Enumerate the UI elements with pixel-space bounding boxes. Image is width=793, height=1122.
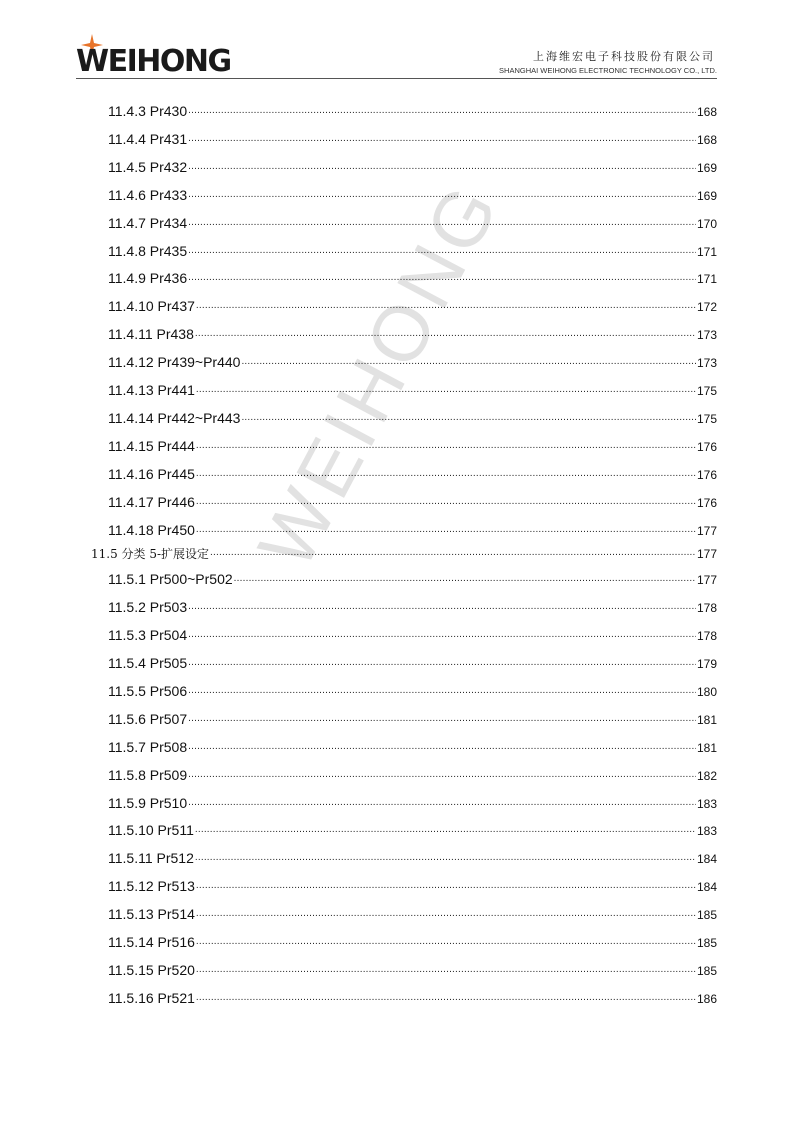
toc-leader-dots xyxy=(188,269,696,283)
toc-entry[interactable] xyxy=(108,710,717,727)
toc-leader-dots xyxy=(196,437,696,451)
toc-entry-page: 168 xyxy=(696,105,717,119)
toc-entry-page: 179 xyxy=(696,657,717,671)
toc-entry[interactable] xyxy=(108,325,717,342)
toc-entry-page: 171 xyxy=(696,272,717,287)
toc-leader-dots xyxy=(196,297,696,311)
toc-entry[interactable] xyxy=(108,794,717,811)
toc-entry[interactable] xyxy=(108,102,717,119)
toc-entry-page: 182 xyxy=(696,768,717,783)
toc-entry-label: 11.5 分类 5-扩展设定 xyxy=(91,547,210,562)
toc-entry-label: 11.4.18 Pr450 xyxy=(108,521,195,538)
toc-entry-page: 184 xyxy=(696,880,717,895)
toc-leader-dots xyxy=(241,353,696,367)
toc-leader-dots xyxy=(188,626,696,640)
toc-entry[interactable] xyxy=(108,158,717,175)
toc-leader-dots xyxy=(196,933,696,947)
toc-entry-label: 11.5.14 Pr516 xyxy=(108,934,195,950)
toc-entry-page: 176 xyxy=(696,439,717,454)
toc-entry-page: 171 xyxy=(696,244,717,259)
toc-leader-dots xyxy=(195,325,696,339)
toc-entry-page: 177 xyxy=(696,573,717,588)
toc-entry-page: 169 xyxy=(696,160,717,175)
toc-leader-dots xyxy=(234,570,696,584)
toc-entry-label: 11.4.15 Pr444 xyxy=(108,437,195,454)
toc-entry[interactable] xyxy=(108,682,717,699)
company-name-cn: 上海维宏电子科技股份有限公司 xyxy=(533,50,715,63)
watermark: WEIHONG xyxy=(240,166,518,582)
toc-entry-page: 176 xyxy=(696,467,717,482)
toc-leader-dots xyxy=(188,102,696,116)
toc-entry[interactable] xyxy=(108,905,717,922)
toc-entry-page: 181 xyxy=(696,712,717,727)
toc-entry-label: 11.5.7 Pr508 xyxy=(108,738,188,755)
toc-leader-dots xyxy=(196,905,696,919)
toc-entry-label: 11.5.10 Pr511 xyxy=(108,822,194,839)
toc-entry-label: 11.4.14 Pr442~Pr443 xyxy=(108,409,241,426)
toc-entry[interactable] xyxy=(108,465,717,482)
toc-entry-label: 11.5.5 Pr506 xyxy=(108,682,188,699)
toc-entry-label: 11.5.9 Pr510 xyxy=(108,794,188,811)
toc-leader-dots xyxy=(188,186,696,200)
toc-entry-label: 11.4.7 Pr434 xyxy=(108,214,188,231)
toc-entry-label: 11.5.4 Pr505 xyxy=(108,655,188,671)
toc-entry-page: 184 xyxy=(696,852,717,867)
toc-entry[interactable] xyxy=(108,654,717,671)
toc-entry-label: 11.5.11 Pr512 xyxy=(108,850,194,867)
toc-entry-label: 11.5.6 Pr507 xyxy=(108,710,188,727)
toc-leader-dots xyxy=(188,242,696,256)
toc-entry-page: 173 xyxy=(696,356,717,371)
toc-entry-page: 178 xyxy=(696,629,717,644)
toc-leader-dots xyxy=(195,849,696,863)
toc-leader-dots xyxy=(188,794,696,808)
toc-entry[interactable] xyxy=(108,130,717,147)
toc-entry-page: 180 xyxy=(696,684,717,699)
toc-entry-label: 11.4.8 Pr435 xyxy=(108,242,188,259)
toc-entry-label: 11.4.13 Pr441 xyxy=(108,382,195,398)
toc-leader-dots xyxy=(195,821,696,835)
toc-entry[interactable] xyxy=(108,353,717,370)
toc-leader-dots xyxy=(188,598,696,612)
company-name-en: SHANGHAI WEIHONG ELECTRONIC TECHNOLOGY CO., LTD. xyxy=(499,66,717,75)
toc-entry[interactable] xyxy=(108,297,717,314)
toc-entry[interactable] xyxy=(108,493,717,510)
toc-entry-page: 183 xyxy=(696,796,717,811)
toc-entry-label: 11.4.4 Pr431 xyxy=(108,130,188,147)
toc-leader-dots xyxy=(188,214,696,228)
toc-entry-label: 11.5.15 Pr520 xyxy=(108,961,195,978)
toc-entry-page: 185 xyxy=(696,908,717,923)
toc-entry[interactable] xyxy=(108,821,717,838)
page-header xyxy=(0,0,793,80)
toc-leader-dots xyxy=(188,738,696,752)
toc-entry-label: 11.4.17 Pr446 xyxy=(108,493,195,510)
toc-entry-label: 11.5.12 Pr513 xyxy=(108,878,195,895)
toc-entry[interactable] xyxy=(108,409,717,426)
toc-leader-dots xyxy=(241,409,696,423)
toc-leader-dots xyxy=(188,710,696,724)
toc-entry-label: 11.4.12 Pr439~Pr440 xyxy=(108,354,241,371)
toc-entry-label: 11.4.11 Pr438 xyxy=(108,326,194,343)
toc-leader-dots xyxy=(188,158,696,172)
toc-entry-label: 11.5.3 Pr504 xyxy=(108,627,188,644)
toc-entry-page: 186 xyxy=(696,991,717,1006)
toc-entry-page: 176 xyxy=(696,495,717,510)
toc-entry-page: 170 xyxy=(696,216,717,231)
toc-entry-page: 185 xyxy=(696,936,717,950)
toc-entry[interactable] xyxy=(108,437,717,454)
toc-entry-label: 11.4.5 Pr432 xyxy=(108,158,188,175)
toc-leader-dots xyxy=(188,682,696,696)
toc-entry-label: 11.4.3 Pr430 xyxy=(108,103,188,119)
toc-entry-page: 168 xyxy=(696,132,717,147)
toc-entry-page: 169 xyxy=(696,188,717,203)
toc-entry[interactable] xyxy=(108,186,717,203)
toc-entry-page: 173 xyxy=(696,328,717,343)
toc-leader-dots xyxy=(196,381,696,395)
toc-entry[interactable] xyxy=(108,766,717,783)
toc-entry[interactable] xyxy=(108,877,717,894)
toc-entry-label: 11.4.10 Pr437 xyxy=(108,298,195,315)
toc-entry-page: 172 xyxy=(696,300,717,315)
toc-leader-dots xyxy=(188,654,696,668)
toc-entry[interactable] xyxy=(108,626,717,643)
toc-entry[interactable] xyxy=(108,381,717,398)
toc-entry[interactable] xyxy=(108,989,717,1006)
toc-section-entry[interactable] xyxy=(91,544,717,562)
logo-text: WEIHONG xyxy=(76,44,231,79)
toc-entry-page: 183 xyxy=(696,824,717,839)
toc-entry-page: 177 xyxy=(696,523,717,538)
toc-leader-dots xyxy=(188,766,696,780)
toc-entry[interactable] xyxy=(108,738,717,755)
toc-entry-page: 178 xyxy=(696,601,717,616)
toc-entry[interactable] xyxy=(108,849,717,866)
toc-entry[interactable] xyxy=(108,933,717,950)
toc-leader-dots xyxy=(210,544,696,558)
toc-entry[interactable] xyxy=(108,961,717,978)
toc-entry[interactable] xyxy=(108,598,717,615)
toc-entry[interactable] xyxy=(108,214,717,231)
toc-entry-page: 175 xyxy=(696,384,717,398)
toc-leader-dots xyxy=(196,493,696,507)
toc-entry-label: 11.5.2 Pr503 xyxy=(108,599,188,616)
toc-entry-label: 11.4.16 Pr445 xyxy=(108,465,195,482)
toc-leader-dots xyxy=(196,989,696,1003)
toc-entry[interactable] xyxy=(108,269,717,286)
toc-leader-dots xyxy=(196,521,696,535)
toc-entry-label: 11.5.8 Pr509 xyxy=(108,766,188,783)
toc-entry-label: 11.4.9 Pr436 xyxy=(108,270,188,287)
toc-leader-dots xyxy=(196,961,696,975)
toc-entry-label: 11.5.1 Pr500~Pr502 xyxy=(108,571,233,588)
toc-entry-label: 11.5.16 Pr521 xyxy=(108,989,195,1006)
header-divider xyxy=(76,78,717,79)
toc-entry-page: 177 xyxy=(696,547,717,562)
toc-entry-page: 185 xyxy=(696,963,717,978)
toc-entry[interactable] xyxy=(108,242,717,259)
toc-entry[interactable] xyxy=(108,521,717,538)
toc-entry-label: 11.5.13 Pr514 xyxy=(108,906,195,923)
toc-leader-dots xyxy=(196,877,696,891)
toc-entry-page: 175 xyxy=(696,411,717,426)
toc-entry-label: 11.4.6 Pr433 xyxy=(108,186,188,203)
toc-leader-dots xyxy=(188,130,696,144)
toc-entry-page: 181 xyxy=(696,740,717,755)
toc-leader-dots xyxy=(196,465,696,479)
toc-entry[interactable] xyxy=(108,570,717,587)
